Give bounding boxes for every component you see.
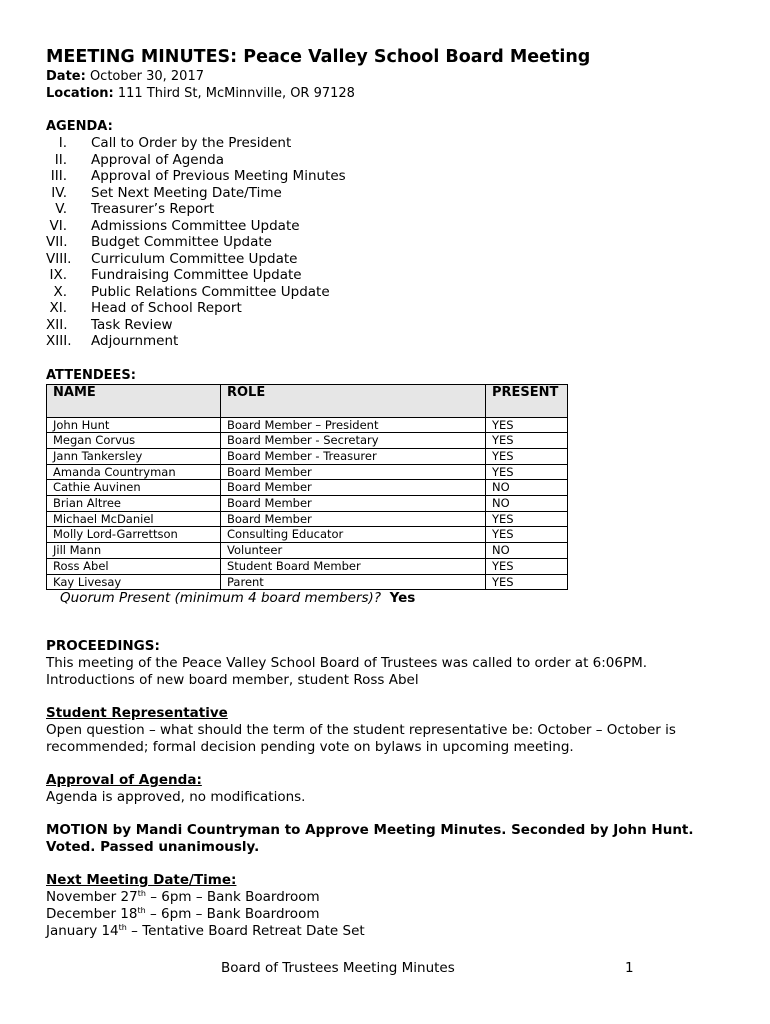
attendee-name-cell: Cathie Auvinen <box>47 480 221 496</box>
agenda-item <box>46 201 736 218</box>
agenda-item <box>46 234 736 251</box>
agenda-item-number: XIII. <box>46 333 72 349</box>
attendee-name-cell: Molly Lord-Garrettson <box>47 527 221 543</box>
attendee-role-cell: Board Member - Treasurer <box>221 448 486 464</box>
next-meeting-list <box>46 889 736 940</box>
agenda-item-number: I. <box>58 135 67 151</box>
attendee-role-cell: Volunteer <box>221 543 486 559</box>
meeting-date <box>46 68 736 85</box>
attendee-role-cell: Board Member <box>221 511 486 527</box>
attendee-present-cell: YES <box>486 574 568 590</box>
attendee-present-cell: YES <box>486 417 568 433</box>
agenda-item-number: VII. <box>46 234 68 250</box>
agenda-heading: AGENDA: <box>46 119 113 134</box>
proceedings-heading: PROCEEDINGS: <box>46 638 160 655</box>
agenda-item-number: IV. <box>51 184 67 201</box>
approval-heading: Approval of Agenda: <box>46 772 202 789</box>
agenda-item-label: Task Review <box>91 316 173 333</box>
attendees-heading: ATTENDEES: <box>46 367 136 383</box>
attendee-present-cell: NO <box>486 543 568 559</box>
date-value: October 30, 2017 <box>89 69 204 84</box>
attendee-present-cell: YES <box>486 527 568 543</box>
next-meeting-date: January 14 <box>46 923 119 940</box>
agenda-item-number: VIII. <box>46 250 72 267</box>
table-row <box>47 543 568 559</box>
agenda-item <box>46 168 736 185</box>
table-row <box>47 480 568 496</box>
table-row <box>47 558 568 574</box>
table-row <box>47 448 568 464</box>
next-meeting-details: – Tentative Board Retreat Date Set <box>126 923 365 940</box>
attendee-name-cell: Jill Mann <box>47 543 221 559</box>
attendee-name-cell: John Hunt <box>47 417 221 433</box>
table-row <box>47 511 568 527</box>
agenda-item-number: XII. <box>46 316 68 333</box>
agenda-item-label: Set Next Meeting Date/Time <box>91 184 282 201</box>
agenda-item <box>46 267 736 284</box>
agenda-item-number: VI. <box>49 217 67 234</box>
next-meeting-details: – 6pm – Bank Boardroom <box>145 906 320 923</box>
table-row <box>47 464 568 480</box>
agenda-item-label: Public Relations Committee Update <box>91 283 330 300</box>
next-meeting-date: November 27 <box>46 889 138 906</box>
attendee-present-cell: NO <box>486 480 568 496</box>
agenda-item-number: IX. <box>49 267 67 283</box>
attendee-present-cell: YES <box>486 433 568 449</box>
agenda-item-number: II. <box>54 151 67 168</box>
attendee-present-cell: YES <box>486 448 568 464</box>
page-number: 1 <box>625 960 634 976</box>
attendee-name-cell: Ross Abel <box>47 558 221 574</box>
attendee-present-cell: NO <box>486 496 568 512</box>
attendee-role-cell: Consulting Educator <box>221 527 486 543</box>
attendee-present-cell: YES <box>486 558 568 574</box>
agenda-item-label: Budget Committee Update <box>91 234 272 250</box>
column-header-present: PRESENT <box>486 384 568 417</box>
next-meeting-item <box>46 889 736 906</box>
table-row <box>47 527 568 543</box>
agenda-item <box>46 185 736 202</box>
attendee-role-cell: Board Member – President <box>221 417 486 433</box>
agenda-item <box>46 284 736 301</box>
agenda-item-label: Admissions Committee Update <box>91 217 300 234</box>
attendee-role-cell: Board Member <box>221 496 486 512</box>
footer-text: Board of Trustees Meeting Minutes <box>221 960 455 976</box>
attendee-present-cell: YES <box>486 511 568 527</box>
quorum-line <box>46 590 736 607</box>
meeting-location <box>46 85 736 102</box>
agenda-item <box>46 333 736 350</box>
next-meeting-item <box>46 906 736 923</box>
agenda-item-label: Adjournment <box>91 333 179 349</box>
location-label: Location: <box>46 86 114 101</box>
page-title: MEETING MINUTES: Peace Valley School Board Meeting <box>46 47 591 67</box>
agenda-item <box>46 152 736 169</box>
agenda-item-number: XI. <box>49 300 67 316</box>
column-header-role: ROLE <box>221 384 486 417</box>
attendee-name-cell: Megan Corvus <box>47 433 221 449</box>
attendee-name-cell: Kay Livesay <box>47 574 221 590</box>
next-meeting-date: December 18 <box>46 906 138 923</box>
proceedings-intro-line1: This meeting of the Peace Valley School Board of Trustees was called to order at 6:06PM. <box>46 655 648 672</box>
agenda-item-number: V. <box>55 201 67 217</box>
ordinal-suffix: th <box>118 923 127 933</box>
table-row <box>47 433 568 449</box>
attendees-table-body <box>47 417 568 590</box>
table-row <box>47 496 568 512</box>
motion-text: MOTION by Mandi Countryman to Approve Meeting Minutes. Seconded by John Hunt. Voted. Passed unanimously. <box>46 822 694 856</box>
table-row <box>47 417 568 433</box>
agenda-item <box>46 218 736 235</box>
agenda-item <box>46 300 736 317</box>
agenda-item-label: Curriculum Committee Update <box>91 250 298 267</box>
location-value: 111 Third St, McMinnville, OR 97128 <box>117 86 355 101</box>
agenda-list <box>46 135 736 350</box>
date-label: Date: <box>46 69 86 84</box>
agenda-item-label: Approval of Agenda <box>91 151 225 168</box>
agenda-item <box>46 251 736 268</box>
attendee-name-cell: Amanda Countryman <box>47 464 221 480</box>
agenda-item <box>46 317 736 334</box>
agenda-item-label: Treasurer’s Report <box>91 201 215 217</box>
agenda-item-number: III. <box>50 168 67 184</box>
agenda-item-label: Head of School Report <box>91 300 242 316</box>
table-header-row <box>47 384 568 417</box>
agenda-item <box>46 135 736 152</box>
proceedings-intro-line2: Introductions of new board member, student Ross Abel <box>46 672 419 689</box>
quorum-answer: Yes <box>389 590 416 607</box>
next-meeting-details: – 6pm – Bank Boardroom <box>145 889 320 906</box>
ordinal-suffix: th <box>137 906 146 916</box>
attendee-role-cell: Student Board Member <box>221 558 486 574</box>
attendee-role-cell: Board Member <box>221 464 486 480</box>
next-meeting-item <box>46 923 736 940</box>
agenda-item-label: Call to Order by the President <box>91 135 292 151</box>
attendee-role-cell: Board Member <box>221 480 486 496</box>
attendee-name-cell: Brian Altree <box>47 496 221 512</box>
table-row <box>47 574 568 590</box>
student-rep-heading: Student Representative <box>46 705 228 722</box>
attendee-name-cell: Jann Tankersley <box>47 448 221 464</box>
agenda-item-number: X. <box>53 283 67 300</box>
attendee-role-cell: Parent <box>221 574 486 590</box>
quorum-question: Quorum Present (minimum 4 board members)? <box>60 590 381 607</box>
document-page <box>46 46 736 940</box>
ordinal-suffix: th <box>137 889 146 899</box>
student-rep-text: Open question – what should the term of the student representative be: October – October is recommended; formal decision pending vote on bylaws in upcoming meeting. <box>46 722 676 756</box>
attendees-table <box>46 384 568 591</box>
attendee-role-cell: Board Member - Secretary <box>221 433 486 449</box>
agenda-item-label: Approval of Previous Meeting Minutes <box>91 168 346 184</box>
next-meeting-heading: Next Meeting Date/Time: <box>46 872 237 889</box>
approval-text: Agenda is approved, no modifications. <box>46 789 306 806</box>
attendee-present-cell: YES <box>486 464 568 480</box>
attendee-name-cell: Michael McDaniel <box>47 511 221 527</box>
agenda-item-label: Fundraising Committee Update <box>91 267 302 283</box>
column-header-name: NAME <box>47 384 221 417</box>
